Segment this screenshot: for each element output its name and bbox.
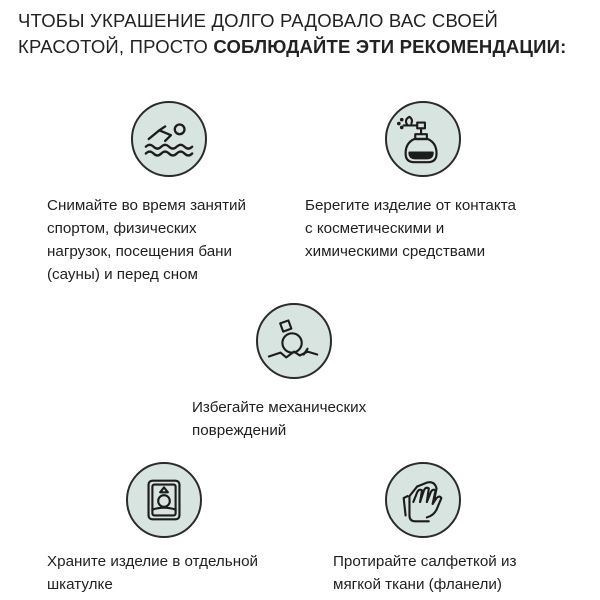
- swimmer-icon: [131, 101, 207, 177]
- tip-caption-4: [47, 550, 258, 596]
- tip-2-line: химическими средствами: [305, 243, 486, 260]
- tip-1-line: Снимайте во время занятий: [47, 197, 247, 214]
- headline-line-2: [18, 34, 588, 60]
- headline-line-2-normal: КРАСОТОЙ, ПРОСТО: [18, 36, 214, 57]
- tip-2-line: с косметическими и: [305, 220, 445, 237]
- ring-box-icon: [126, 462, 202, 538]
- broken-ring-icon: [256, 303, 332, 379]
- tip-caption-1: [47, 194, 246, 286]
- tip-5-line: мягкой ткани (фланели): [333, 576, 502, 593]
- tip-1-line: спортом, физических: [47, 220, 197, 237]
- perfume-bottle-icon: [385, 101, 461, 177]
- tip-3-line: повреждений: [192, 422, 287, 439]
- tip-2-line: Берегите изделие от контакта: [305, 197, 516, 214]
- wiping-cloth-icon: [385, 462, 461, 538]
- tip-4-line: шкатулке: [47, 576, 113, 593]
- tip-caption-3: [192, 396, 366, 442]
- headline-line-2-bold: СОБЛЮДАЙТЕ ЭТИ РЕКОМЕНДАЦИИ:: [213, 36, 567, 57]
- tip-caption-5: [333, 550, 516, 596]
- tip-5-line: Протирайте салфеткой из: [333, 553, 517, 570]
- tip-4-line: Храните изделие в отдельной: [47, 553, 259, 570]
- tip-caption-2: [305, 194, 516, 263]
- tip-1-line: нагрузок, посещения бани: [47, 243, 233, 260]
- tip-1-line: (сауны) и перед сном: [47, 266, 198, 283]
- tip-3-line: Избегайте механических: [192, 399, 367, 416]
- headline-line-1: ЧТОБЫ УКРАШЕНИЕ ДОЛГО РАДОВАЛО ВАС СВОЕЙ: [18, 10, 498, 31]
- headline: [18, 8, 588, 60]
